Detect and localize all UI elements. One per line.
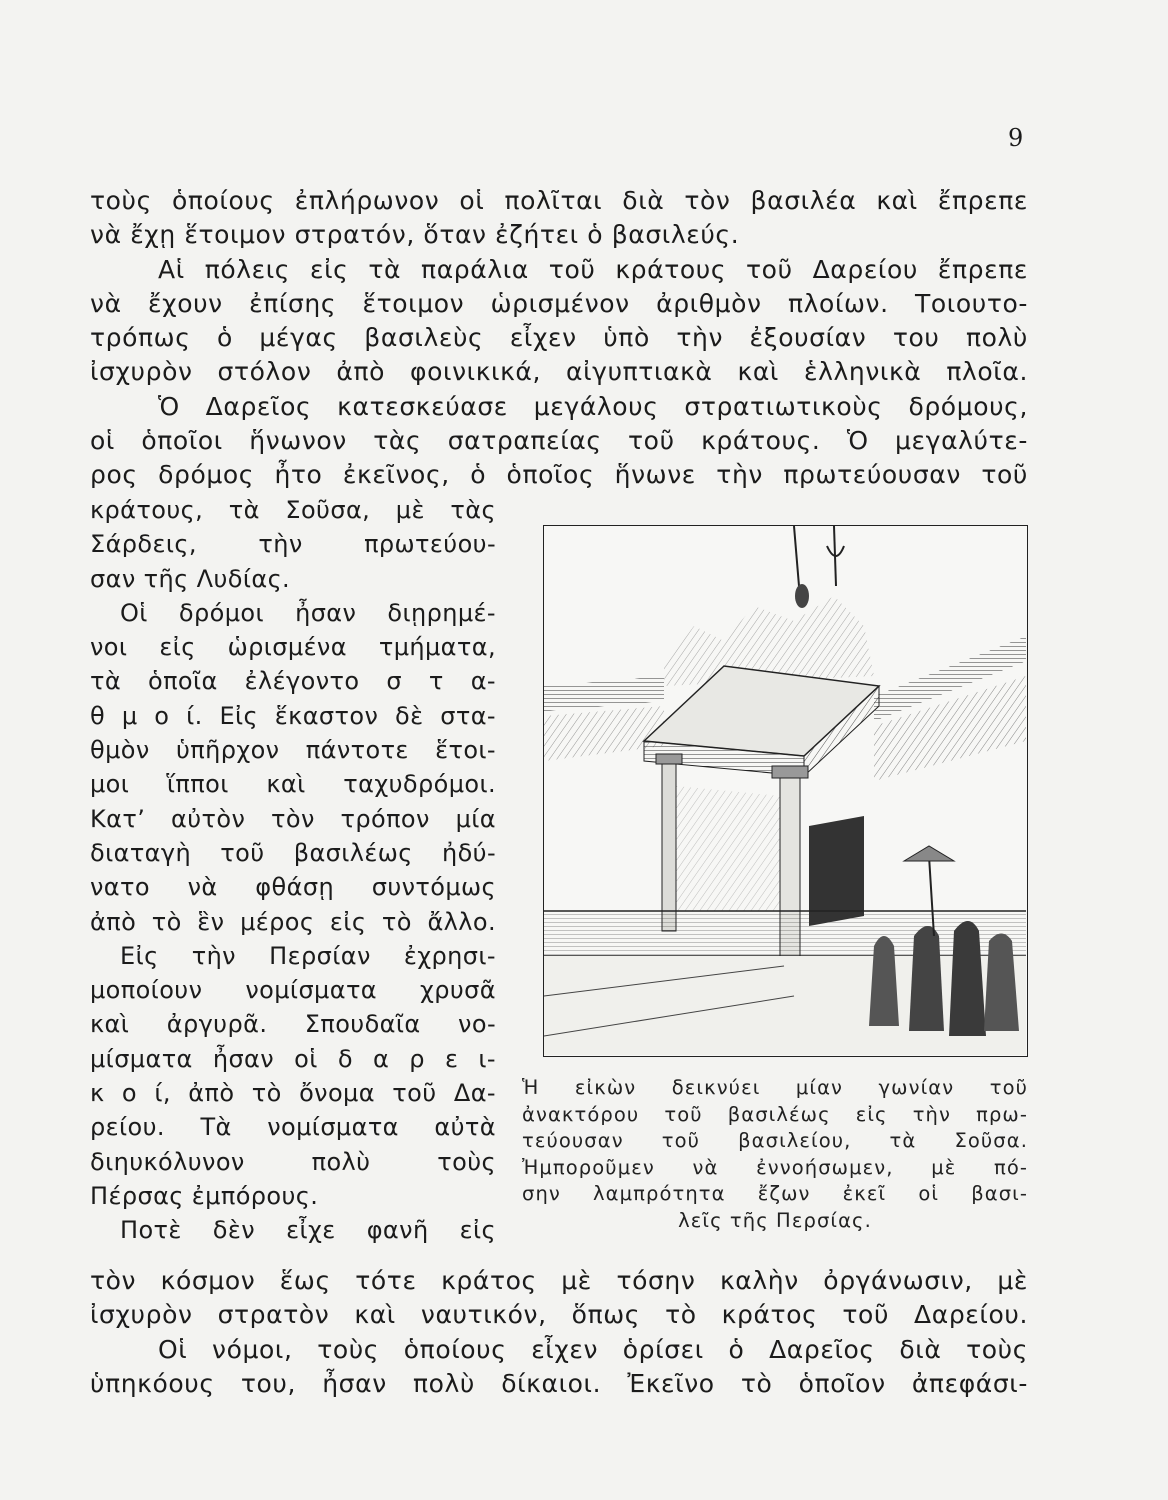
text-line: κράτους, τὰ Σοῦσα, μὲ τὰς xyxy=(90,496,496,524)
page-number: 9 xyxy=(1008,124,1024,152)
body-text-column xyxy=(90,493,496,1248)
text-line: μίσματα ἦσαν οἱ δ α ρ ε ι- xyxy=(90,1044,496,1073)
text-line: ἰσχυρὸν στρατὸν καὶ ναυτικόν, ὅπως τὸ κράτος τοῦ Δαρείου. xyxy=(90,1300,1028,1330)
caption-line: ἀνακτόρου τοῦ βασιλέως εἰς τὴν πρω- xyxy=(522,1102,1028,1126)
text-line: οἱ ὁποῖοι ἥνωνον τὰς σατραπείας τοῦ κράτους. Ὁ μεγαλύτε- xyxy=(90,426,1028,456)
text-line: νατο νὰ φθάσῃ συντόμως xyxy=(90,873,496,902)
text-line: διαταγὴ τοῦ βασιλέως ἠδύ- xyxy=(90,838,496,867)
figure-caption xyxy=(522,1075,1028,1234)
text-line: Οἱ δρόμοι ἦσαν διῃρημέ- xyxy=(120,598,496,627)
text-line: ἰσχυρὸν στόλον ἀπὸ φοινικικά, αἰγυπτιακὰ καὶ ἑλληνικὰ πλοῖα. xyxy=(90,357,1028,387)
caption-line: Ἡ εἰκὼν δεικνύει μίαν γωνίαν τοῦ xyxy=(522,1076,1028,1099)
palace-illustration xyxy=(543,525,1028,1057)
text-line: Αἱ πόλεις εἰς τὰ παράλια τοῦ κράτους τοῦ Δαρείου ἔπρεπε xyxy=(158,254,1028,284)
text-line: διηυκόλυνον πολὺ τοὺς xyxy=(90,1147,496,1176)
text-line: μοι ἵπποι καὶ ταχυδρόμοι. xyxy=(90,770,496,799)
caption-line: σην λαμπρότητα ἔζων ἐκεῖ οἱ βασι- xyxy=(522,1182,1028,1205)
text-line: νοι εἰς ὡρισμένα τμήματα, xyxy=(90,633,496,662)
text-line: ρείου. Τὰ νομίσματα αὐτὰ xyxy=(90,1113,496,1142)
body-text-top xyxy=(90,184,1028,493)
text-line: Εἰς τὴν Περσίαν ἐχρησι- xyxy=(120,941,496,970)
body-text-bottom xyxy=(90,1264,1028,1401)
text-line: Οἱ νόμοι, τοὺς ὁποίους εἶχεν ὁρίσει ὁ Δαρεῖος διὰ τοὺς xyxy=(158,1334,1028,1364)
text-line: νὰ ἔχῃ ἕτοιμον στρατόν, ὅταν ἐζήτει ὁ βασιλεύς. xyxy=(90,220,740,250)
text-line: Ὁ Δαρεῖος κατεσκεύασε μεγάλους στρατιωτικοὺς δρόμους, xyxy=(158,391,1028,421)
caption-line: Ἠμποροῦμεν νὰ ἐννοήσωμεν, μὲ πό- xyxy=(522,1155,1028,1179)
text-line: ὑπηκόους του, ἦσαν πολὺ δίκαιοι. Ἐκεῖνο τὸ ὁποῖον ἀπεφάσι- xyxy=(90,1368,1028,1398)
text-line: νὰ ἔχουν ἐπίσης ἕτοιμον ὡρισμένον ἀριθμὸν πλοίων. Τοιουτο- xyxy=(90,288,1028,318)
text-line: τρόπως ὁ μέγας βασιλεὺς εἶχεν ὑπὸ τὴν ἐξουσίαν του πολὺ xyxy=(90,323,1028,353)
text-line: Πέρσας ἐμπόρους. xyxy=(90,1181,319,1210)
text-line: μοποίουν νομίσματα χρυσᾶ xyxy=(90,976,496,1005)
text-line: ἀπὸ τὸ ἓν μέρος εἰς τὸ ἄλλο. xyxy=(90,907,496,936)
caption-line: λεῖς τῆς Περσίας. xyxy=(678,1208,872,1232)
text-line: σαν τῆς Λυδίας. xyxy=(90,564,291,593)
caption-line: τεύουσαν τοῦ βασιλείου, τὰ Σοῦσα. xyxy=(522,1129,1028,1152)
text-line: θμὸν ὑπῆρχον πάντοτε ἕτοι- xyxy=(90,736,496,765)
text-line: ρος δρόμος ἦτο ἐκεῖνος, ὁ ὁποῖος ἥνωνε τὴν πρωτεύουσαν τοῦ xyxy=(90,460,1028,490)
text-line: Σάρδεις, τὴν πρωτεύου- xyxy=(90,530,496,559)
text-line: κ ο ί, ἀπὸ τὸ ὄνομα τοῦ Δα- xyxy=(90,1079,496,1108)
text-line: τὰ ὁποῖα ἐλέγοντο σ τ α- xyxy=(90,667,496,696)
text-line: Κατ’ αὐτὸν τὸν τρόπον μία xyxy=(90,804,496,833)
text-line: θ μ ο ί. Εἰς ἕκαστον δὲ στα- xyxy=(90,701,496,730)
text-line: τοὺς ὁποίους ἐπλήρωνον οἱ πολῖται διὰ τὸν βασιλέα καὶ ἔπρεπε xyxy=(90,186,1028,215)
text-line: Ποτὲ δὲν εἶχε φανῆ εἰς xyxy=(120,1216,496,1245)
text-line: τὸν κόσμον ἕως τότε κράτος μὲ τόσην καλὴν ὀργάνωσιν, μὲ xyxy=(90,1266,1028,1295)
text-line: καὶ ἀργυρᾶ. Σπουδαῖα νο- xyxy=(90,1010,496,1039)
